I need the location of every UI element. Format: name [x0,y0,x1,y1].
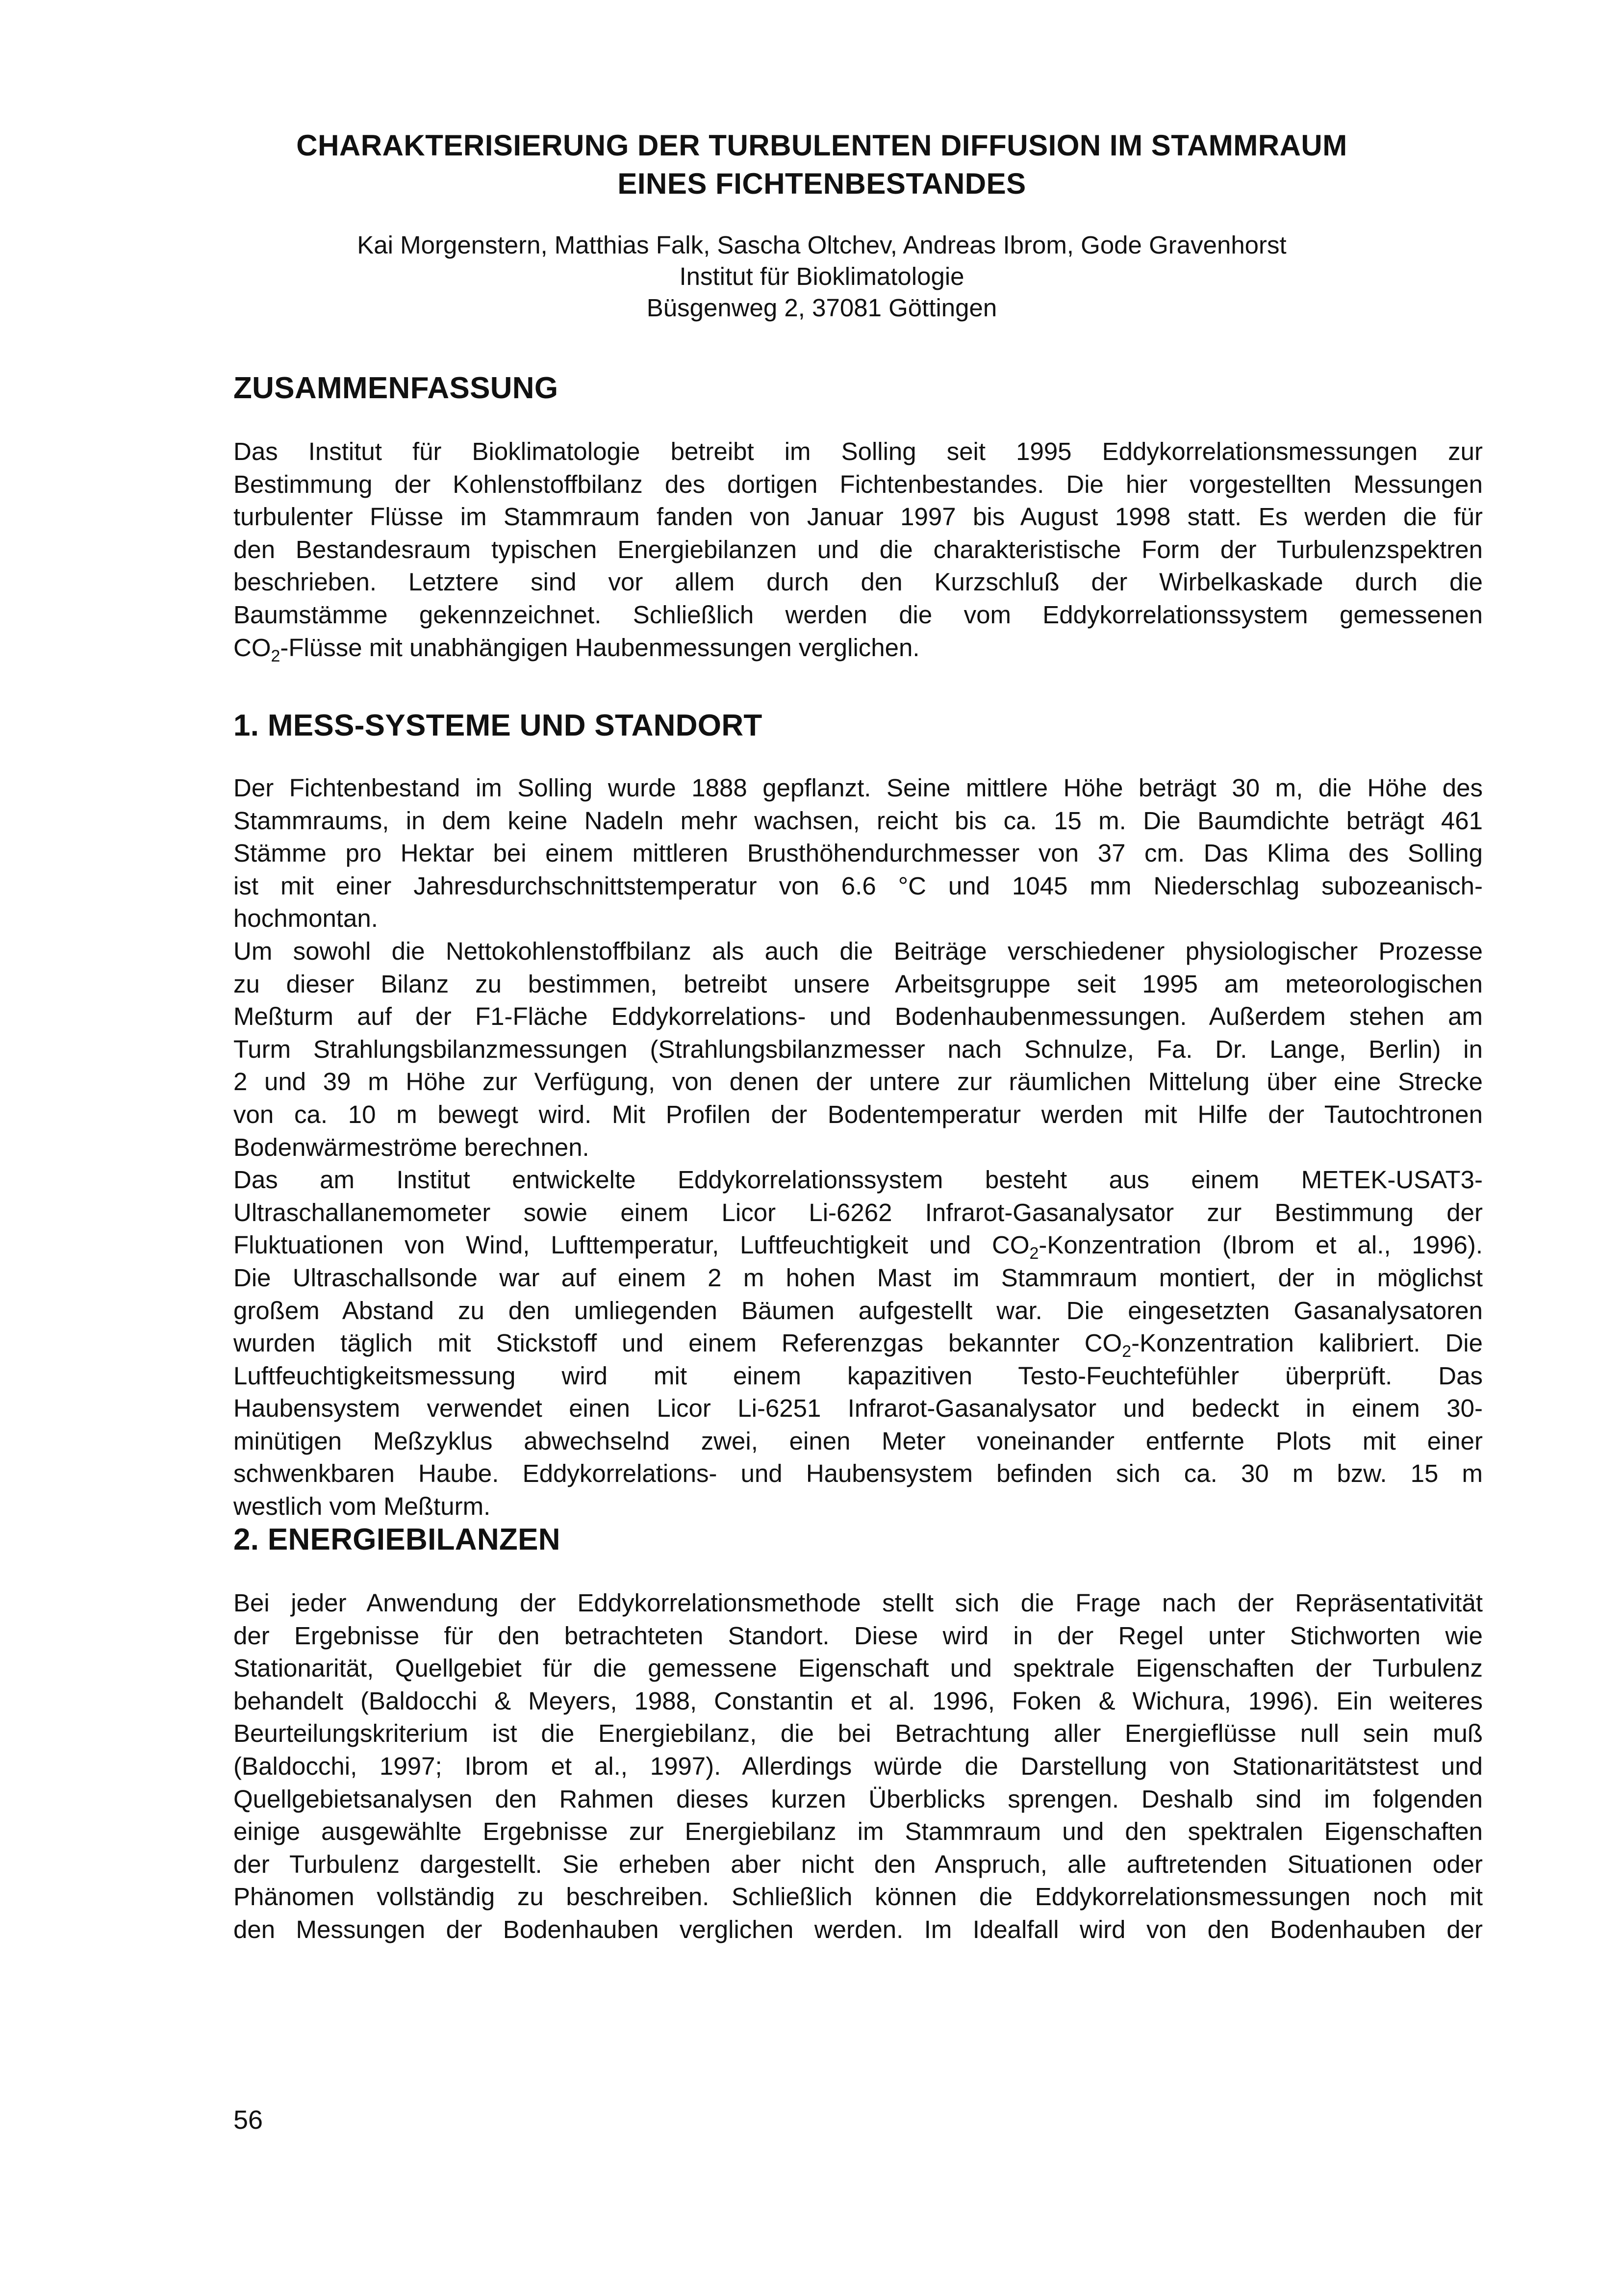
author-address: Büsgenweg 2, 37081 Göttingen [646,294,997,322]
text-line: Das Institut für Bioklimatologie betreibt im Solling seit 1995 Eddykorrelationsmessungen zur [233,437,1483,465]
author-names: Kai Morgenstern, Matthias Falk, Sascha Oltchev, Andreas Ibrom, Gode Gravenhorst [357,231,1287,259]
text-line: Stammraums, in dem keine Nadeln mehr wachsen, reicht bis ca. 15 m. Die Baumdichte beträgt 461 [233,806,1483,835]
text-fragment: Fluktuationen von Wind, Lufttemperatur, Luftfeuchtigkeit und CO [233,1231,1030,1259]
mess-paragraphs [233,772,1483,1523]
text-line: Quellgebietsanalysen den Rahmen dieses kurzen Überblicks sprengen. Deshalb sind im folgenden [233,1785,1483,1813]
text-line: beschrieben. Letztere sind vor allem durch den Kurzschluß der Wirbelkaskade durch die [233,568,1483,596]
text-line: behandelt (Baldocchi & Meyers, 1988, Constantin et al. 1996, Foken & Wichura, 1996). Ein weiteres [233,1686,1483,1715]
text-line: hochmontan. [233,904,378,933]
text-line: schwenkbaren Haube. Eddykorrelations- und Haubensystem befinden sich ca. 30 m bzw. 15 m [233,1459,1483,1488]
page-number: 56 [233,2105,263,2135]
text-line: Bestimmung der Kohlenstoffbilanz des dortigen Fichtenbestandes. Die hier vorgestellten Messungen [233,470,1483,498]
subscript: 2 [1029,1244,1039,1262]
text-line: den Bestandesraum typischen Energiebilanzen und die charakteristische Form der Turbulenzspektren [233,535,1483,563]
text-line [233,1229,1483,1262]
text-line: ist mit einer Jahresdurchschnittstemperatur von 6.6 °C und 1045 mm Niederschlag subozeanisch- [233,871,1483,900]
text-line: minütigen Meßzyklus abwechselnd zwei, einen Meter voneinander entfernte Plots mit einer [233,1427,1483,1455]
summary-paragraph [233,435,1483,664]
text-line: Stämme pro Hektar bei einem mittleren Brusthöhendurchmesser von 37 cm. Das Klima des Solling [233,839,1483,867]
text-line: Meßturm auf der F1-Fläche Eddykorrelations- und Bodenhaubenmessungen. Außerdem stehen am [233,1002,1483,1031]
text-line: Ultraschallanemometer sowie einem Licor Li-6262 Infrarot-Gasanalysator zur Bestimmung der [233,1198,1483,1226]
title-line-1: CHARAKTERISIERUNG DER TURBULENTEN DIFFUSION IM STAMMRAUM [296,129,1347,162]
text-line: turbulenter Flüsse im Stammraum fanden von Januar 1997 bis August 1998 statt. Es werden die für [233,503,1483,531]
text-line: Phänomen vollständig zu beschreiben. Schließlich können die Eddykorrelationsmessungen noch mit [233,1883,1483,1911]
section-heading-summary: ZUSAMMENFASSUNG [233,371,558,405]
text-line: Das am Institut entwickelte Eddykorrelationssystem besteht aus einem METEK-USAT3- [233,1166,1483,1194]
author-institute: Institut für Bioklimatologie [679,262,964,290]
text-line: Baumstämme gekennzeichnet. Schließlich werden die vom Eddykorrelationssystem gemessenen [233,600,1483,629]
text-fragment: -Flüsse mit unabhängigen Haubenmessungen verglichen. [280,633,920,662]
text-line: (Baldocchi, 1997; Ibrom et al., 1997). Allerdings würde die Darstellung von Stationaritätstest und [233,1752,1483,1780]
text-line: großem Abstand zu den umliegenden Bäumen aufgestellt war. Die eingesetzten Gasanalysatoren [233,1296,1483,1325]
text-line: Haubensystem verwendet einen Licor Li-6251 Infrarot-Gasanalysator und bedeckt in einem 30- [233,1394,1483,1423]
text-line: der Turbulenz dargestellt. Sie erheben aber nicht den Anspruch, alle auftretenden Situationen oder [233,1850,1483,1878]
text-line: Bodenwärmeströme berechnen. [233,1133,589,1161]
text-line: westlich vom Meßturm. [233,1492,491,1521]
author-block [233,230,1410,324]
text-line [233,1327,1483,1360]
subscript: 2 [1122,1342,1132,1360]
text-line: Um sowohl die Nettokohlenstoffbilanz als auch die Beiträge verschiedener physiologischer Prozesse [233,937,1483,965]
text-line: Luftfeuchtigkeitsmessung wird mit einem kapazitiven Testo-Feuchtefühler überprüft. Das [233,1361,1483,1390]
text-fragment: -Konzentration (Ibrom et al., 1996). [1039,1231,1483,1259]
text-line: Die Ultraschallsonde war auf einem 2 m hohen Mast im Stammraum montiert, der in möglichst [233,1263,1483,1292]
text-fragment: wurden täglich mit Stickstoff und einem Referenzgas bekannter CO [233,1329,1122,1357]
subscript: 2 [271,646,280,664]
text-line: den Messungen der Bodenhauben verglichen werden. Im Idealfall wird von den Bodenhauben der [233,1915,1483,1943]
text-line: Bei jeder Anwendung der Eddykorrelationsmethode stellt sich die Frage nach der Repräsentativität [233,1589,1483,1617]
text-line: von ca. 10 m bewegt wird. Mit Profilen der Bodentemperatur werden mit Hilfe der Tautochtronen [233,1100,1483,1128]
energy-paragraph [233,1587,1483,1946]
text-line [233,632,1483,664]
text-fragment: -Konzentration kalibriert. Die [1131,1329,1483,1357]
text-line: einige ausgewählte Ergebnisse zur Energiebilanz im Stammraum und den spektralen Eigenschaften [233,1817,1483,1846]
text-line: der Ergebnisse für den betrachteten Standort. Diese wird in der Regel unter Stichworten wie [233,1621,1483,1650]
text-line: 2 und 39 m Höhe zur Verfügung, von denen der untere zur räumlichen Mittelung über eine Strecke [233,1068,1483,1096]
paper-title [233,127,1410,203]
section-heading-energy: 2. ENERGIEBILANZEN [233,1523,560,1556]
title-line-2: EINES FICHTENBESTANDES [617,167,1026,200]
text-fragment: CO [233,633,271,662]
text-line: Beurteilungskriterium ist die Energiebilanz, die bei Betrachtung aller Energieflüsse null sein muß [233,1719,1483,1748]
text-line: Stationarität, Quellgebiet für die gemessene Eigenschaft und spektrale Eigenschaften der Turbulenz [233,1654,1483,1683]
text-line: Turm Strahlungsbilanzmessungen (Strahlungsbilanzmesser nach Schnulze, Fa. Dr. Lange, Berlin) in [233,1035,1483,1063]
section-heading-mess: 1. MESS-SYSTEME UND STANDORT [233,709,762,742]
text-line: Der Fichtenbestand im Solling wurde 1888 gepflanzt. Seine mittlere Höhe beträgt 30 m, die Höhe des [233,774,1483,802]
text-line: zu dieser Bilanz zu bestimmen, betreibt unsere Arbeitsgruppe seit 1995 am meteorologischen [233,969,1483,998]
